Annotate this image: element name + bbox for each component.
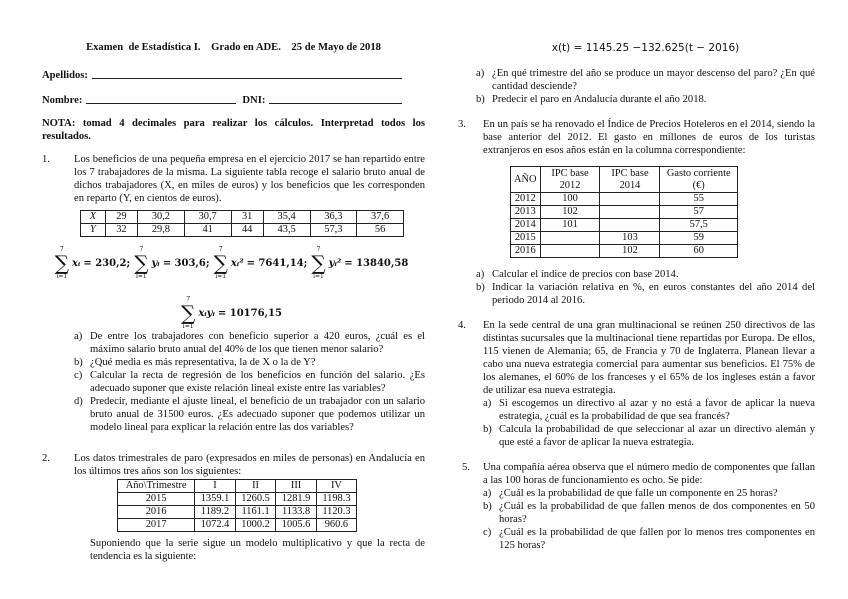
table-row (118, 493, 357, 506)
nombre-label: Nombre: (42, 95, 83, 106)
question-text: Los beneficios de una pequeña empresa en el ejercicio 2017 se han repartido entre los 7 trabajadores de la misma. La siguiente tabla recoge el salario bruto anual de dichos trabajadores (X, en miles de euros) y los beneficios que les corresponden en reparto (Y, en cientos de euros). (74, 154, 425, 204)
table-cell: 57,3 (310, 224, 357, 237)
table-cell: 30,7 (184, 211, 231, 224)
table-cell: 35,4 (263, 211, 310, 224)
left-column (42, 41, 425, 563)
table-row (511, 245, 738, 258)
table-cell: 57 (660, 206, 738, 219)
table-cell: 32 (105, 224, 137, 237)
question-number: 5. (462, 462, 470, 473)
table-cell: 1260.5 (235, 493, 276, 506)
table-cell: 2015 (118, 493, 195, 506)
table-cell: 1359.1 (195, 493, 236, 506)
table-cell: 1281.9 (276, 493, 317, 506)
table-cell (600, 193, 660, 206)
table-cell: Año\Trimestre (118, 480, 195, 493)
table-cell: 36,3 (310, 211, 357, 224)
q1-sum-xy (42, 292, 425, 330)
sub-question: a) ¿En qué trimestre del año se produce un mayor descenso del paro? ¿En qué cantidad desciende? (476, 68, 815, 92)
q1-data-table (80, 210, 404, 237)
question-4 (458, 319, 815, 397)
table-cell: X (81, 211, 106, 224)
table-cell: 102 (600, 245, 660, 258)
table-cell: 1198.3 (316, 493, 356, 506)
question-5 (462, 461, 815, 487)
table-cell: 56 (357, 224, 404, 237)
sub-question: d) Predecir, mediante el ajuste lineal, el beneficio de un trabajador con un salario bruto anual de 31500 euros. ¿Es adecuado suponer que podemos utilizar un modelo lineal para explicar la relación entre las dos variables? (74, 396, 425, 433)
table-cell: 55 (660, 193, 738, 206)
table-cell: 2012 (511, 193, 541, 206)
table-cell: Y (81, 224, 106, 237)
table-cell: 1072.4 (195, 519, 236, 532)
question-number: 2. (42, 453, 50, 464)
table-row (511, 219, 738, 232)
table-cell: 29,8 (138, 224, 185, 237)
table-cell: 2015 (511, 232, 541, 245)
table-cell: 2013 (511, 206, 541, 219)
table-cell: IPC base 2014 (600, 167, 660, 193)
q1-items (74, 330, 425, 434)
table-cell (600, 206, 660, 219)
table-cell: Gasto corriente (€) (660, 167, 738, 193)
table-cell: 101 (540, 219, 600, 232)
question-text: En un país se ha renovado el Índice de Precios Hoteleros en el 2014, siendo la base anterior del 2012. El gasto en millones de euros de los turistas extranjeros en esos años están en la columna correspondiente: (483, 119, 815, 156)
table-cell (600, 219, 660, 232)
table-cell: 2017 (118, 519, 195, 532)
sub-question: c) Calcular la recta de regresión de los beneficios en función del salario. ¿Es adecuado suponer que existe relación lineal existe entre las variables? (74, 370, 425, 394)
sub-question: a) ¿Cuál es la probabilidad de que falle un componente en 25 horas? (483, 488, 778, 499)
table-row (511, 193, 738, 206)
table-cell: I (195, 480, 236, 493)
table-cell: 29 (105, 211, 137, 224)
q3-items (476, 268, 815, 307)
table-row (118, 519, 357, 532)
sub-question: a) De entre los trabajadores con beneficio superior a 420 euros, ¿cuál es el máximo salario bruto anual del 40% de los que tienen menor salario? (74, 331, 425, 355)
sub-question: b) ¿Cuál es la probabilidad de que fallen menos de dos componentes en 50 horas? (483, 501, 815, 525)
table-cell: II (235, 480, 276, 493)
table-row (118, 506, 357, 519)
table-cell: IV (316, 480, 356, 493)
sub-question: b) Calcula la probabilidad de que seleccionar al azar un directivo alemán y que esté a favor de aplicar la nueva estrategia. (483, 424, 815, 448)
sub-question: a) Calcular el índice de precios con base 2014. (476, 269, 679, 280)
summation: 7 ∑ i=1 yᵢ = 303,6; (134, 246, 210, 280)
sub-question: b) Predecir el paro en Andalucía durante el año 2018. (476, 94, 707, 105)
table-cell: 103 (600, 232, 660, 245)
table-cell: 30,2 (138, 211, 185, 224)
summation: 7 ∑ i=1 xᵢyᵢ = 10176,15 (181, 296, 282, 330)
table-row (511, 206, 738, 219)
sub-question: c) ¿Cuál es la probabilidad de que fallen por lo menos tres componentes en 125 horas? (483, 527, 815, 551)
nota: NOTA: tomad 4 decimales para realizar los cálculos. Interpretad todos los resultados. (42, 118, 425, 142)
question-number: 1. (42, 154, 50, 165)
sub-question: a) Si escogemos un directivo al azar y no está a favor de aplicar la nueva estrategia, ¿cuál es la probabilidad de que sea francés? (483, 398, 815, 422)
table-cell: 1161.1 (235, 506, 276, 519)
table-cell (540, 245, 600, 258)
table-header (511, 167, 738, 193)
question-text: En la sede central de una gran multinacional se reúnen 250 directivos de las distintas sucursales que la multinacional tiene repartidas por Europa. De ellos, 115 vienen de Alemania; 65, de Francia y 70 de Inglaterra. Planean llevar a cabo una nueva estrategia comercial para aumentar sus beneficios. El 75% de los alemanes, el 60% de los franceses y el 65% de los ingleses están a favor de utilizar esa nueva estrategia. (483, 320, 815, 396)
trend-formula: x(t) = 1145.25 −132.625(t − 2016) (551, 42, 740, 54)
table-cell: 1133.8 (276, 506, 317, 519)
table-cell: 1000.2 (235, 519, 276, 532)
table-cell: 1005.6 (276, 519, 317, 532)
table-cell: 44 (231, 224, 263, 237)
q3-ipc-table (510, 166, 738, 258)
summation: 7 ∑ i=1 xᵢ = 230,2; (54, 246, 131, 280)
table-cell: 31 (231, 211, 263, 224)
table-row (118, 480, 357, 493)
summation: 7 ∑ i=1 xᵢ² = 7641,14; (213, 246, 308, 280)
table-cell: 2014 (511, 219, 541, 232)
question-2 (42, 452, 425, 478)
question-number: 3. (458, 119, 466, 130)
exam-title: Examen de Estadística I. Grado en ADE. 25 de Mayo de 2018 (86, 42, 381, 53)
question-text: Los datos trimestrales de paro (expresados en miles de personas) en Andalucía en los últimos tres años son los siguientes: (74, 453, 425, 477)
sub-question: b) Indicar la variación relativa en %, en euros constantes del año 2014 del periodo 2014 al 2016. (476, 282, 815, 306)
dni-label: DNI: (242, 95, 266, 106)
q1-sums (42, 242, 425, 280)
summation: 7 ∑ i=1 yᵢ² = 13840,58 (311, 246, 409, 280)
apellidos-label: Apellidos: (42, 70, 88, 81)
question-text: Una compañía aérea observa que el número medio de componentes que fallan a las 100 horas de funcionamiento es ocho. Se pide: (483, 462, 815, 486)
table-cell: 2016 (118, 506, 195, 519)
table-cell: 1120.3 (316, 506, 356, 519)
right-column (458, 42, 815, 552)
q2-items (476, 67, 815, 106)
table-cell (540, 232, 600, 245)
table-cell: 60 (660, 245, 738, 258)
q5-items (483, 487, 815, 552)
sub-question: b) ¿Qué media es más representativa, la de X o la de Y? (74, 357, 316, 368)
q2-paro-table (117, 479, 357, 532)
table-cell: 960.6 (316, 519, 356, 532)
table-cell: 100 (540, 193, 600, 206)
nombre-dni-fields[interactable] (42, 94, 402, 107)
question-3 (458, 118, 815, 157)
table-cell: 43,5 (263, 224, 310, 237)
table-cell: 2016 (511, 245, 541, 258)
table-cell: IPC base 2012 (540, 167, 600, 193)
table-cell: 37,6 (357, 211, 404, 224)
q4-items (483, 397, 815, 449)
question-1 (42, 153, 425, 205)
table-row (511, 232, 738, 245)
table-cell: 1189.2 (195, 506, 236, 519)
table-cell: 57,5 (660, 219, 738, 232)
question-number: 4. (458, 320, 466, 331)
q2-text-2: Suponiendo que la serie sigue un modelo multiplicativo y que la recta de tendencia es la siguiente: (90, 538, 425, 562)
table-cell: III (276, 480, 317, 493)
table-cell: 59 (660, 232, 738, 245)
table-cell: 102 (540, 206, 600, 219)
table-cell: 41 (184, 224, 231, 237)
apellidos-field[interactable] (42, 69, 402, 82)
table-cell: AÑO (511, 167, 541, 193)
